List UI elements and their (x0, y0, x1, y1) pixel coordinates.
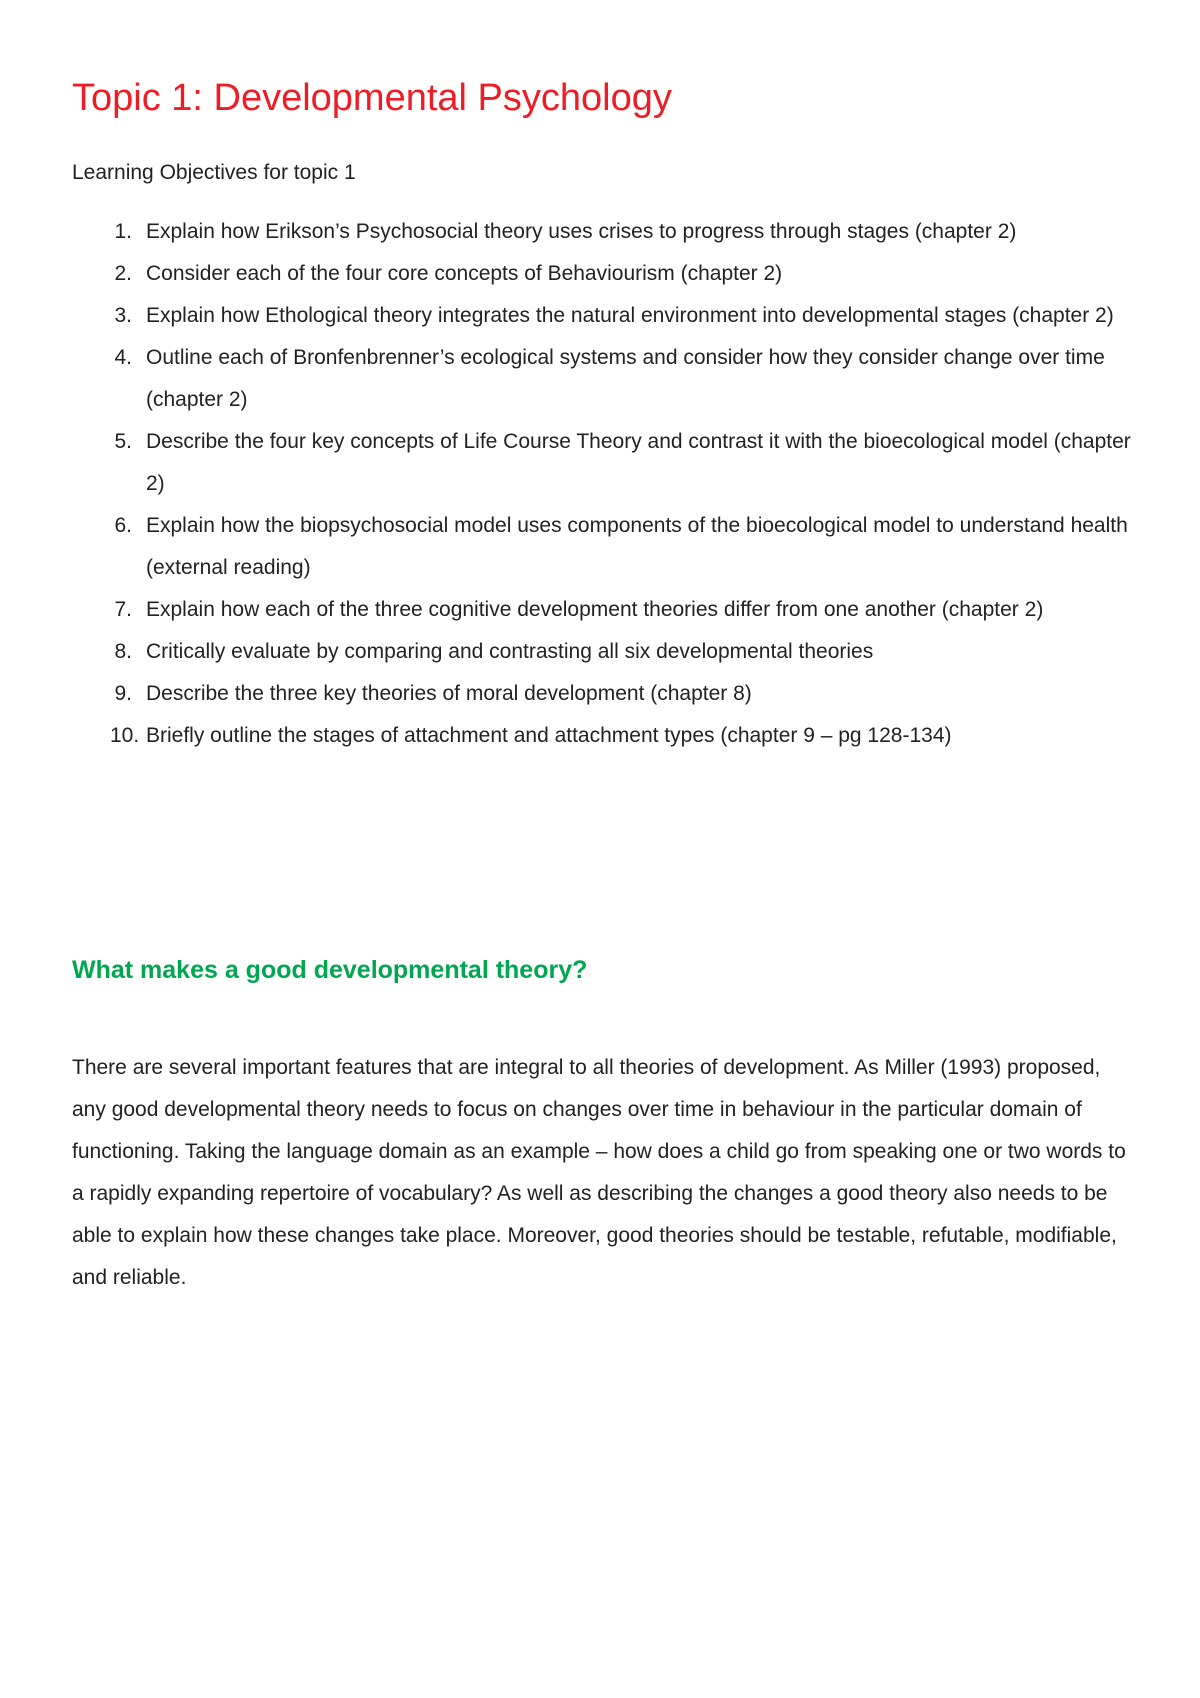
objective-item (72, 337, 1132, 421)
objective-item (72, 673, 1132, 715)
objective-text: Explain how the biopsychosocial model uses components of the bioecological model to understand health (external reading) (146, 514, 1128, 579)
objective-item (72, 631, 1132, 673)
objective-item (72, 589, 1132, 631)
objective-text: Describe the four key concepts of Life Course Theory and contrast it with the bioecological model (chapter 2) (146, 430, 1131, 495)
objective-number: 4. (114, 346, 132, 369)
objective-item (72, 253, 1132, 295)
section-heading: What makes a good developmental theory? (72, 956, 588, 984)
objective-item (72, 715, 1132, 757)
document-title: Topic 1: Developmental Psychology (72, 77, 672, 119)
objective-number: 8. (114, 640, 132, 663)
objective-text: Briefly outline the stages of attachment and attachment types (chapter 9 – pg 128-134) (146, 724, 952, 747)
objective-number: 9. (114, 682, 132, 705)
objective-number: 6. (114, 514, 132, 537)
objective-number: 7. (114, 598, 132, 621)
objective-text: Outline each of Bronfenbrenner’s ecological systems and consider how they consider change over time (chapter 2) (146, 346, 1105, 411)
objective-number: 2. (114, 262, 132, 285)
objective-item (72, 505, 1132, 589)
objective-text: Describe the three key theories of moral development (chapter 8) (146, 682, 752, 705)
objective-text: Consider each of the four core concepts of Behaviourism (chapter 2) (146, 262, 783, 285)
objective-item (72, 421, 1132, 505)
objective-number: 10. (110, 724, 140, 747)
objective-number: 1. (114, 220, 132, 243)
learning-objectives-list (72, 211, 1132, 757)
learning-objectives-heading: Learning Objectives for topic 1 (72, 161, 356, 184)
objective-item (72, 295, 1132, 337)
objective-text: Explain how each of the three cognitive development theories differ from one another (chapter 2) (146, 598, 1044, 621)
objective-text: Explain how Erikson’s Psychosocial theory uses crises to progress through stages (chapter 2) (146, 220, 1017, 243)
objective-item (72, 211, 1132, 253)
objective-number: 3. (114, 304, 132, 327)
body-paragraph: There are several important features that are integral to all theories of development. As Miller (1993) proposed, any good developmental theory needs to focus on changes over time in behaviour in the particular domain of functioning. Taking the language domain as an example – how does a child go from speaking one or two words to a rapidly expanding repertoire of vocabulary? As well as describing the changes a good theory also needs to be able to explain how these changes take place. Moreover, good theories should be testable, refutable, modifiable, and reliable. (72, 1056, 1126, 1289)
objective-number: 5. (114, 430, 132, 453)
objective-text: Critically evaluate by comparing and contrasting all six developmental theories (146, 640, 874, 663)
objective-text: Explain how Ethological theory integrates the natural environment into developmental stages (chapter 2) (146, 304, 1114, 327)
